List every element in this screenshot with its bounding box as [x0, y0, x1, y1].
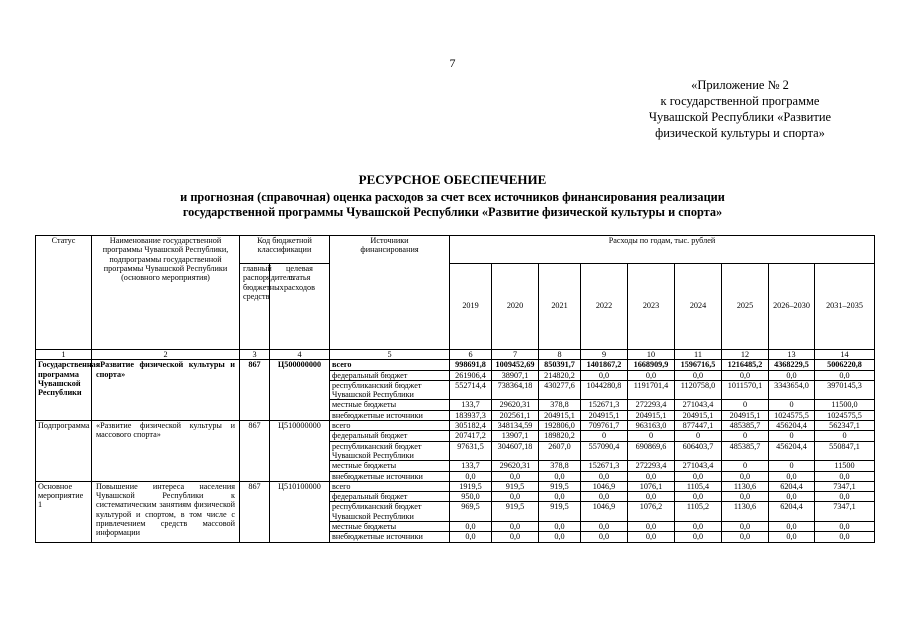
value-cell: 850391,7 — [539, 360, 581, 370]
value-cell: 272293,4 — [628, 400, 675, 410]
subtitle-line: и прогнозная (справочная) оценка расходов за счет всех источников финансирования реализации — [180, 190, 725, 204]
value-cell: 0 — [722, 431, 769, 441]
value-cell: 950,0 — [450, 492, 492, 502]
table-row — [36, 481, 875, 491]
value-cell: 919,5 — [539, 481, 581, 491]
value-cell: 1011570,1 — [722, 380, 769, 400]
value-cell: 0,0 — [581, 492, 628, 502]
source-cell: всего — [330, 360, 450, 370]
value-cell: 0,0 — [581, 532, 628, 542]
header-budget-code: Код бюджетной классификации — [240, 236, 330, 264]
value-cell: 456204,4 — [769, 441, 815, 461]
value-cell: 690869,6 — [628, 441, 675, 461]
name-cell: «Развитие физической культуры и массового спорта» — [92, 421, 240, 482]
column-number: 6 — [450, 350, 492, 360]
source-cell: федеральный бюджет — [330, 370, 450, 380]
value-cell: 0 — [722, 400, 769, 410]
value-cell: 304607,18 — [492, 441, 539, 461]
value-cell: 11500,0 — [815, 400, 875, 410]
value-cell: 998691,8 — [450, 360, 492, 370]
value-cell: 0,0 — [628, 522, 675, 532]
value-cell: 38907,1 — [492, 370, 539, 380]
value-cell: 13907,1 — [492, 431, 539, 441]
value-cell: 0,0 — [815, 370, 875, 380]
value-cell: 272293,4 — [628, 461, 675, 471]
table-row — [36, 421, 875, 431]
table-row — [36, 360, 875, 370]
value-cell: 189820,2 — [539, 431, 581, 441]
value-cell: 207417,2 — [450, 431, 492, 441]
value-cell: 0,0 — [581, 471, 628, 481]
header-year: 2020 — [492, 264, 539, 350]
value-cell: 1130,6 — [722, 502, 769, 522]
value-cell: 1076,1 — [628, 481, 675, 491]
value-cell: 204915,1 — [581, 410, 628, 420]
name-cell: Повышение интереса населения Чувашской Республики к систематическим занятиям физической культурой и спортом, в том числе с привлечением средств массовой информации — [92, 481, 240, 542]
value-cell: 709761,7 — [581, 421, 628, 431]
value-cell: 29620,31 — [492, 461, 539, 471]
source-cell: федеральный бюджет — [330, 431, 450, 441]
value-cell: 0 — [628, 431, 675, 441]
header-year: 2019 — [450, 264, 492, 350]
value-cell: 183937,3 — [450, 410, 492, 420]
value-cell: 0,0 — [815, 522, 875, 532]
source-cell: внебюджетные источники — [330, 532, 450, 542]
value-cell: 1044280,8 — [581, 380, 628, 400]
source-cell: внебюджетные источники — [330, 471, 450, 481]
value-cell: 271043,4 — [675, 400, 722, 410]
value-cell: 0,0 — [492, 532, 539, 542]
appendix-line: физической культуры и спорта» — [655, 126, 825, 140]
value-cell: 0,0 — [492, 471, 539, 481]
value-cell: 0,0 — [815, 532, 875, 542]
header-year: 2024 — [675, 264, 722, 350]
column-number: 14 — [815, 350, 875, 360]
column-number: 4 — [270, 350, 330, 360]
value-cell: 1596716,5 — [675, 360, 722, 370]
value-cell: 2607,0 — [539, 441, 581, 461]
header-year: 2026–2030 — [769, 264, 815, 350]
value-cell: 204915,1 — [539, 410, 581, 420]
source-cell: республиканский бюджет Чувашской Республики — [330, 441, 450, 461]
value-cell: 485385,7 — [722, 421, 769, 431]
status-cell: Государственная программа Чувашской Республики — [36, 360, 92, 421]
header-year: 2021 — [539, 264, 581, 350]
value-cell: 4368229,5 — [769, 360, 815, 370]
source-cell: местные бюджеты — [330, 522, 450, 532]
value-cell: 0,0 — [675, 492, 722, 502]
manager-cell: 867 — [240, 360, 270, 421]
value-cell: 152671,3 — [581, 461, 628, 471]
value-cell: 6204,4 — [769, 481, 815, 491]
value-cell: 0,0 — [628, 532, 675, 542]
value-cell: 0,0 — [581, 370, 628, 380]
value-cell: 7347,1 — [815, 481, 875, 491]
status-cell: Подпрограмма — [36, 421, 92, 482]
value-cell: 0 — [769, 400, 815, 410]
value-cell: 202561,1 — [492, 410, 539, 420]
header-year: 2022 — [581, 264, 628, 350]
column-number: 9 — [581, 350, 628, 360]
value-cell: 378,8 — [539, 400, 581, 410]
appendix-note — [600, 77, 880, 141]
value-cell: 204915,1 — [675, 410, 722, 420]
value-cell: 204915,1 — [722, 410, 769, 420]
value-cell: 0,0 — [769, 471, 815, 481]
value-cell: 0,0 — [769, 522, 815, 532]
value-cell: 1130,6 — [722, 481, 769, 491]
header-status: Статус — [36, 236, 92, 350]
value-cell: 0,0 — [675, 471, 722, 481]
value-cell: 1009452,69 — [492, 360, 539, 370]
value-cell: 0,0 — [539, 492, 581, 502]
value-cell: 5006220,8 — [815, 360, 875, 370]
value-cell: 11500 — [815, 461, 875, 471]
name-cell: «Развитие физической культуры и спорта» — [92, 360, 240, 421]
value-cell: 1024575,5 — [815, 410, 875, 420]
value-cell: 0,0 — [450, 532, 492, 542]
page-number: 7 — [449, 56, 456, 70]
value-cell: 7347,1 — [815, 502, 875, 522]
source-cell: местные бюджеты — [330, 400, 450, 410]
source-cell: местные бюджеты — [330, 461, 450, 471]
header-name: Наименование государственной программы Чувашской Республики, подпрограммы государственной программы Чувашской Республики (основного мероприятия) — [92, 236, 240, 350]
appendix-line: «Приложение № 2 — [691, 78, 789, 92]
subtitle-line: государственной программы Чувашской Республики «Развитие физической культуры и спорта» — [182, 205, 723, 219]
value-cell: 0,0 — [769, 370, 815, 380]
header-year: 2023 — [628, 264, 675, 350]
source-cell: республиканский бюджет Чувашской Республики — [330, 502, 450, 522]
manager-cell: 867 — [240, 421, 270, 482]
value-cell: 1105,4 — [675, 481, 722, 491]
value-cell: 1046,9 — [581, 502, 628, 522]
value-cell: 0,0 — [450, 471, 492, 481]
value-cell: 0,0 — [722, 492, 769, 502]
value-cell: 0,0 — [539, 471, 581, 481]
value-cell: 0 — [722, 461, 769, 471]
value-cell: 1919,5 — [450, 481, 492, 491]
value-cell: 1401867,2 — [581, 360, 628, 370]
appendix-line: Чувашской Республики «Развитие — [648, 110, 832, 124]
header-year: 2031–2035 — [815, 264, 875, 350]
value-cell: 0 — [675, 431, 722, 441]
value-cell: 877447,1 — [675, 421, 722, 431]
value-cell: 0,0 — [628, 471, 675, 481]
value-cell: 0,0 — [769, 492, 815, 502]
value-cell: 919,5 — [492, 502, 539, 522]
column-number: 11 — [675, 350, 722, 360]
value-cell: 550847,1 — [815, 441, 875, 461]
appendix-line: к государственной программе — [660, 94, 820, 108]
target-cell: Ц510100000 — [270, 481, 330, 542]
header-year: 2025 — [722, 264, 769, 350]
value-cell: 0,0 — [492, 522, 539, 532]
header-source: Источники финансирования — [330, 236, 450, 350]
value-cell: 3343654,0 — [769, 380, 815, 400]
value-cell: 0,0 — [539, 532, 581, 542]
target-cell: Ц500000000 — [270, 360, 330, 421]
header-target: целевая статья расходов — [270, 264, 330, 350]
header-manager: главный распорядитель бюджетных средств — [240, 264, 270, 350]
value-cell: 305182,4 — [450, 421, 492, 431]
value-cell: 919,5 — [539, 502, 581, 522]
header-expenses: Расходы по годам, тыс. рублей — [450, 236, 875, 264]
value-cell: 0,0 — [450, 522, 492, 532]
value-cell: 738364,18 — [492, 380, 539, 400]
manager-cell: 867 — [240, 481, 270, 542]
value-cell: 606403,7 — [675, 441, 722, 461]
value-cell: 133,7 — [450, 461, 492, 471]
value-cell: 348134,59 — [492, 421, 539, 431]
document-title: РЕСУРСНОЕ ОБЕСПЕЧЕНИЕ — [358, 172, 547, 187]
value-cell: 919,5 — [492, 481, 539, 491]
value-cell: 192806,0 — [539, 421, 581, 431]
value-cell: 152671,3 — [581, 400, 628, 410]
value-cell: 1191701,4 — [628, 380, 675, 400]
value-cell: 969,5 — [450, 502, 492, 522]
value-cell: 1105,2 — [675, 502, 722, 522]
value-cell: 0,0 — [675, 370, 722, 380]
value-cell: 0,0 — [815, 471, 875, 481]
value-cell: 0,0 — [722, 370, 769, 380]
column-number: 2 — [92, 350, 240, 360]
value-cell: 0,0 — [628, 370, 675, 380]
value-cell: 0 — [815, 431, 875, 441]
value-cell: 430277,6 — [539, 380, 581, 400]
value-cell: 0,0 — [722, 532, 769, 542]
column-number: 1 — [36, 350, 92, 360]
column-number: 5 — [330, 350, 450, 360]
value-cell: 261906,4 — [450, 370, 492, 380]
value-cell: 963163,0 — [628, 421, 675, 431]
value-cell: 0,0 — [722, 522, 769, 532]
source-cell: всего — [330, 421, 450, 431]
value-cell: 0 — [769, 461, 815, 471]
source-cell: федеральный бюджет — [330, 492, 450, 502]
value-cell: 0,0 — [815, 492, 875, 502]
value-cell: 0,0 — [539, 522, 581, 532]
value-cell: 6204,4 — [769, 502, 815, 522]
value-cell: 0,0 — [675, 532, 722, 542]
value-cell: 1216485,2 — [722, 360, 769, 370]
value-cell: 0 — [769, 431, 815, 441]
value-cell: 1076,2 — [628, 502, 675, 522]
value-cell: 97631,5 — [450, 441, 492, 461]
column-number: 12 — [722, 350, 769, 360]
value-cell: 456204,4 — [769, 421, 815, 431]
value-cell: 0,0 — [675, 522, 722, 532]
source-cell: внебюджетные источники — [330, 410, 450, 420]
value-cell: 271043,4 — [675, 461, 722, 471]
value-cell: 0,0 — [722, 471, 769, 481]
column-number: 7 — [492, 350, 539, 360]
column-number: 8 — [539, 350, 581, 360]
value-cell: 562347,1 — [815, 421, 875, 431]
source-cell: всего — [330, 481, 450, 491]
value-cell: 552714,4 — [450, 380, 492, 400]
value-cell: 204915,1 — [628, 410, 675, 420]
column-number: 3 — [240, 350, 270, 360]
value-cell: 133,7 — [450, 400, 492, 410]
value-cell: 3970145,3 — [815, 380, 875, 400]
value-cell: 1120758,0 — [675, 380, 722, 400]
value-cell: 485385,7 — [722, 441, 769, 461]
source-cell: республиканский бюджет Чувашской Республики — [330, 380, 450, 400]
value-cell: 0,0 — [492, 492, 539, 502]
value-cell: 0,0 — [628, 492, 675, 502]
column-number: 10 — [628, 350, 675, 360]
value-cell: 557090,4 — [581, 441, 628, 461]
value-cell: 1668909,9 — [628, 360, 675, 370]
value-cell: 1046,9 — [581, 481, 628, 491]
value-cell: 0,0 — [581, 522, 628, 532]
document-subtitle — [60, 190, 845, 220]
value-cell: 1024575,5 — [769, 410, 815, 420]
value-cell: 0,0 — [769, 532, 815, 542]
value-cell: 378,8 — [539, 461, 581, 471]
resource-table — [35, 235, 875, 543]
value-cell: 29620,31 — [492, 400, 539, 410]
column-number: 13 — [769, 350, 815, 360]
value-cell: 214820,2 — [539, 370, 581, 380]
target-cell: Ц510000000 — [270, 421, 330, 482]
status-cell: Основное мероприятие 1 — [36, 481, 92, 542]
value-cell: 0 — [581, 431, 628, 441]
